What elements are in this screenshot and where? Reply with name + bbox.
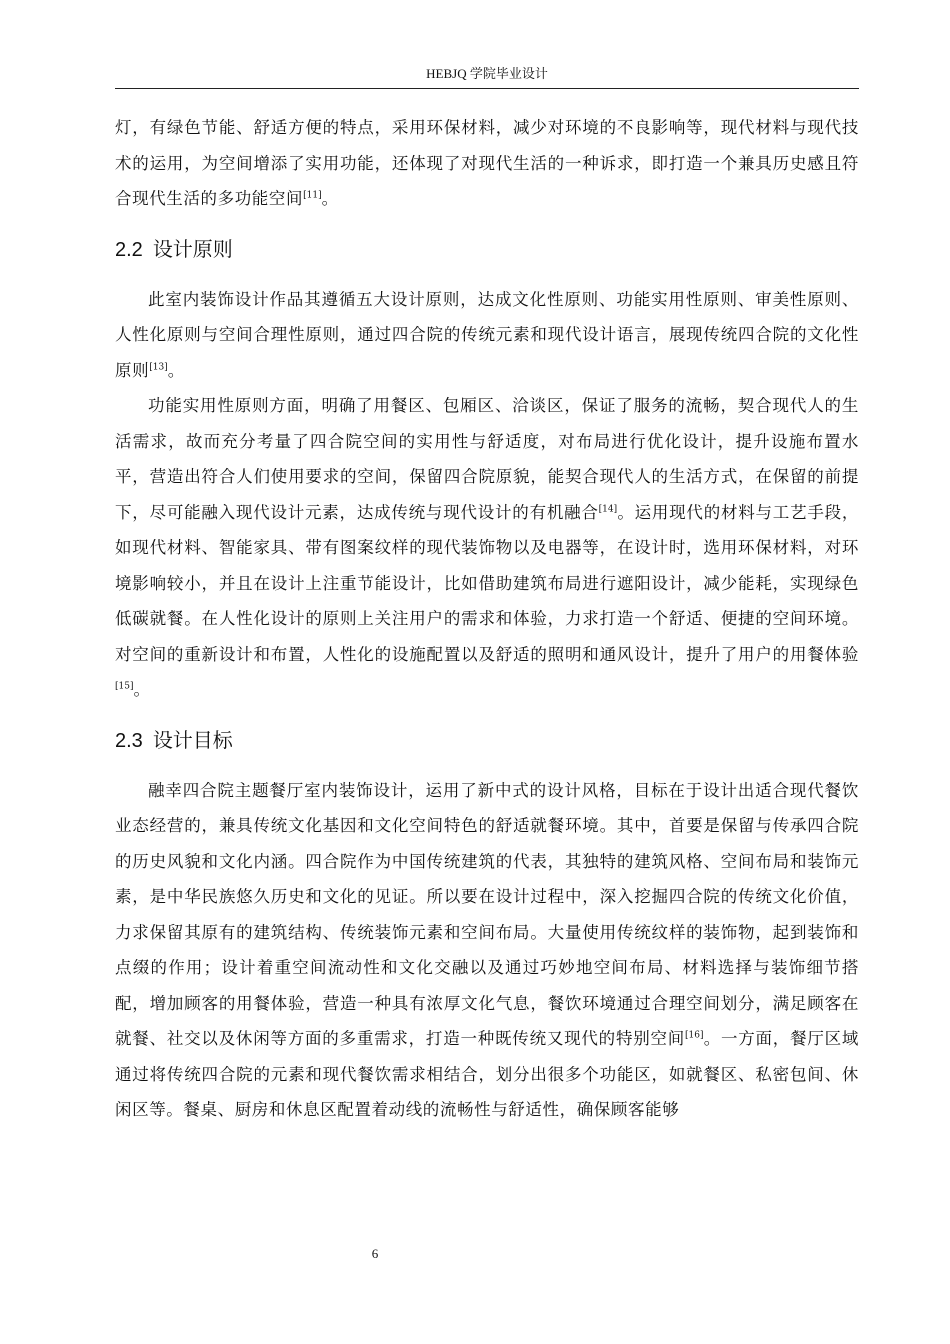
paragraph-end: 。 — [133, 680, 151, 699]
paragraph-text: 融幸四合院主题餐厅室内装饰设计，运用了新中式的设计风格，目标在于设计出适合现代餐饮业态经营的，兼具传统文化基因和文化空间特色的舒适就餐环境。其中，首要是保留与传承四合院的历史风貌和文化内涵。四合院作为中国传统建筑的代表，其独特的建筑风格、空间布局和装饰元素，是中华民族悠久历史和文化的见证。所以要在设计过程中，深入挖掘四合院的传统文化价值，力求保留其原有的建筑结构、传统装饰元素和空间布局。大量使用传统纹样的装饰物，起到装饰和点缀的作用；设计着重空间流动性和文化交融以及通过巧妙地空间布局、材料选择与装饰细节搭配，增加顾客的用餐体验，营造一种具有浓厚文化气息，餐饮环境通过合理空间划分，满足顾客在就餐、社交以及休闲等方面的多重需求，打造一种既传统又现代的特别空间 — [115, 780, 859, 1048]
section-title: 设计原则 — [152, 236, 233, 261]
paragraph-end: 。 — [167, 360, 185, 380]
paragraph-text: 功能实用性原则方面，明确了用餐区、包厢区、洽谈区，保证了服务的流畅，契合现代人的生活需求，故而充分考量了四合院空间的实用性与舒适度，对布局进行优化设计，提升设施布置水平，营造出符合人们使用要求的空间，保留四合院原貌，能契合现代人的生活方式，在保留的前提下，尽可能融入现代设计元素，达成传统与现代设计的有机融合 — [115, 396, 859, 522]
design-principles-paragraph-1 — [115, 282, 859, 389]
running-header — [115, 66, 859, 89]
design-goals-paragraph-1 — [115, 773, 859, 1128]
citation: [14] — [598, 504, 618, 514]
citation: [15] — [115, 681, 134, 692]
paragraph-end: 。 — [321, 189, 339, 208]
section-number: 2.3 — [115, 729, 143, 752]
intro-paragraph — [115, 110, 859, 217]
paragraph-text: 。一方面，餐厅区域通过将传统四合院的元素和现代餐饮需求相结合，划分出很多个功能区，如就餐区、私密包间、休闲区等。餐桌、厨房和休息区配置着动线的流畅性与舒适性，确保顾客能够 — [115, 1029, 859, 1119]
citation: [11] — [303, 190, 322, 201]
section-heading-2-2 — [115, 229, 859, 270]
citation: [13] — [149, 362, 168, 372]
page-body — [115, 110, 859, 1128]
design-principles-paragraph-2 — [115, 388, 859, 708]
citation: [16] — [685, 1030, 704, 1041]
header-title: HEBJQ 学院毕业设计 — [426, 66, 548, 81]
section-heading-2-3 — [115, 720, 859, 761]
section-title: 设计目标 — [152, 727, 233, 752]
section-number: 2.2 — [115, 238, 143, 261]
page-number: 6 — [371, 1246, 379, 1261]
paragraph-text: 灯，有绿色节能、舒适方便的特点，采用环保材料，减少对环境的不良影响等，现代材料与现代技术的运用，为空间增添了实用功能，还体现了对现代生活的一种诉求，即打造一个兼具历史感且符合现代生活的多功能空间 — [115, 118, 859, 208]
paragraph-text: 此室内装饰设计作品其遵循五大设计原则，达成文化性原则、功能实用性原则、审美性原则、人性化原则与空间合理性原则，通过四合院的传统元素和现代设计语言，展现传统四合院的文化性原则 — [115, 289, 859, 380]
paragraph-text: 。运用现代的材料与工艺手段，如现代材料、智能家具、带有图案纹样的现代装饰物以及电器等，在设计时，选用环保材料，对环境影响较小，并且在设计上注重节能设计，比如借助建筑布局进行遮阳设计，减少能耗，实现绿色低碳就餐。在人性化设计的原则上关注用户的需求和体验，力求打造一个舒适、便捷的空间环境。对空间的重新设计和布置，人性化的设施配置以及舒适的照明和通风设计，提升了用户的用餐体验 — [115, 502, 859, 664]
